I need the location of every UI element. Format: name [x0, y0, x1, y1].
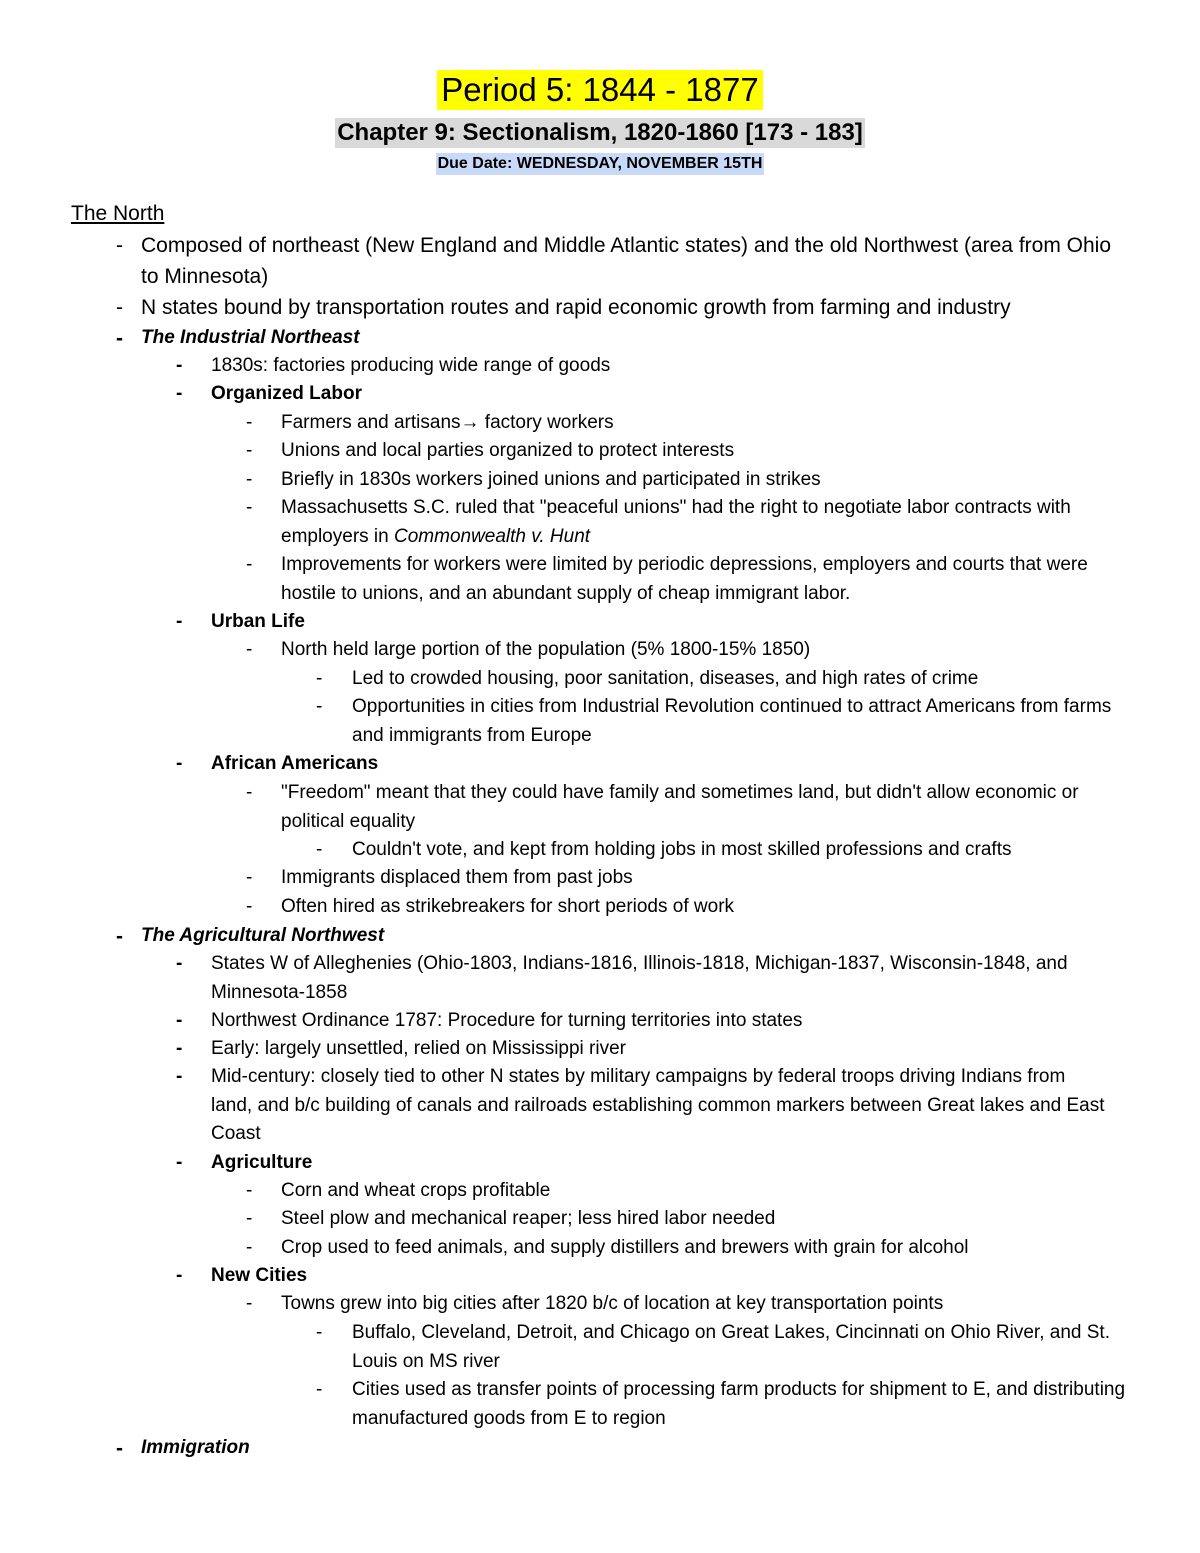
list-item-text: Couldn't vote, and kept from holding jobs in most skilled professions and crafts [352, 839, 1012, 860]
dash-bullet: - [246, 1237, 253, 1258]
dash-bullet: - [176, 953, 183, 974]
list-item-text: Often hired as strikebreakers for short periods of work [281, 896, 735, 917]
list-item-text: Immigrants displaced them from past jobs [281, 867, 633, 888]
dash-bullet: - [176, 1038, 183, 1059]
dash-bullet: - [246, 867, 253, 888]
dash-bullet: - [246, 554, 253, 575]
list-item-text: Northwest Ordinance 1787: Procedure for turning territories into states [211, 1010, 803, 1031]
list-item-text: N states bound by transportation routes and rapid economic growth from farming and industry [141, 296, 1011, 319]
dash-bullet: - [246, 497, 253, 518]
dash-bullet: - [176, 753, 183, 774]
dash-bullet: - [116, 327, 123, 350]
list-item-text: Mid-century: closely tied to other N states by military campaigns by federal troops driving Indians from land, and b/c building of canals and railroads establishing common markers between Great lakes and East Coast [211, 1066, 1105, 1144]
dash-bullet: - [246, 469, 253, 490]
dash-bullet: - [176, 1066, 183, 1087]
dash-bullet: - [176, 1265, 183, 1286]
dash-bullet: - [316, 696, 323, 717]
dash-bullet: - [316, 1379, 323, 1400]
list-item-text: Corn and wheat crops profitable [281, 1180, 551, 1201]
dash-bullet: - [316, 839, 323, 860]
list-item-text: North held large portion of the population (5% 1800-15% 1850) [281, 639, 811, 660]
list-item-text: Cities used as transfer points of processing farm products for shipment to E, and distributing manufactured goods from E to region [352, 1379, 1126, 1429]
dash-bullet: - [246, 1293, 253, 1314]
dash-bullet: - [116, 296, 123, 319]
dash-bullet: - [246, 639, 253, 660]
subsection-heading: The Industrial Northeast [141, 327, 360, 348]
list-item-text: Led to crowded housing, poor sanitation, diseases, and high rates of crime [352, 668, 979, 689]
dash-bullet: - [246, 412, 253, 433]
dash-bullet: - [316, 1322, 323, 1343]
topic-heading: Urban Life [211, 611, 305, 632]
topic-heading: African Americans [211, 753, 379, 774]
topic-heading: Agriculture [211, 1152, 313, 1173]
list-item-text [281, 494, 1121, 551]
dash-bullet: - [116, 234, 123, 257]
dash-bullet: - [176, 1010, 183, 1031]
list-item-text: Unions and local parties organized to protect interests [281, 440, 735, 461]
list-item-text: Improvements for workers were limited by periodic depressions, employers and courts that were hostile to unions, and an abundant supply of cheap immigrant labor. [281, 554, 1088, 604]
subsection-heading: The Agricultural Northwest [141, 925, 385, 946]
list-item-text: 1830s: factories producing wide range of goods [211, 355, 611, 376]
dash-bullet: - [246, 782, 253, 803]
dash-bullet: - [246, 896, 253, 917]
dash-bullet: - [176, 1152, 183, 1173]
dash-bullet: - [176, 611, 183, 632]
list-item-text: "Freedom" meant that they could have family and sometimes land, but didn't allow economic or political equality [281, 782, 1079, 832]
topic-heading: Organized Labor [211, 383, 362, 404]
list-item-text: Briefly in 1830s workers joined unions and participated in strikes [281, 469, 821, 490]
ruling-text: Massachusetts S.C. ruled that "peaceful unions" had the right to negotiate labor contracts with employers in [281, 497, 1071, 547]
dash-bullet: - [176, 383, 183, 404]
due-date: Due Date: WEDNESDAY, NOVEMBER 15TH [436, 153, 765, 175]
title-block [0, 70, 1200, 110]
case-name: Commonwealth v. Hunt [394, 525, 591, 547]
dash-bullet: - [116, 925, 123, 948]
chapter-subtitle: Chapter 9: Sectionalism, 1820-1860 [173 - 183] [337, 119, 863, 146]
dash-bullet: - [116, 1437, 123, 1460]
list-item-text: Steel plow and mechanical reaper; less hired labor needed [281, 1208, 776, 1229]
list-item-text: Towns grew into big cities after 1820 b/c of location at key transportation points [281, 1293, 944, 1314]
subsection-heading: Immigration [141, 1437, 250, 1458]
list-item-text: Opportunities in cities from Industrial Revolution continued to attract Americans from farms and immigrants from Europe [352, 696, 1112, 746]
section-heading: The North [71, 202, 165, 225]
chapter-block [0, 118, 1200, 148]
dash-bullet: - [246, 1208, 253, 1229]
list-item-text: Farmers and artisans→ factory workers [281, 412, 614, 433]
dash-bullet: - [176, 355, 183, 376]
page-title: Period 5: 1844 - 1877 [437, 70, 762, 110]
dash-bullet: - [246, 440, 253, 461]
list-item-text: States W of Alleghenies (Ohio-1803, Indians-1816, Illinois-1818, Michigan-1837, Wisconsin-1848, and Minnesota-1858 [211, 953, 1068, 1003]
list-item-text: Buffalo, Cleveland, Detroit, and Chicago on Great Lakes, Cincinnati on Ohio River, and St. Louis on MS river [352, 1322, 1110, 1372]
list-item-text: Crop used to feed animals, and supply distillers and brewers with grain for alcohol [281, 1237, 969, 1258]
list-item-text: Early: largely unsettled, relied on Mississippi river [211, 1038, 626, 1059]
due-date-block [0, 153, 1200, 175]
dash-bullet: - [316, 668, 323, 689]
dash-bullet: - [246, 1180, 253, 1201]
topic-heading: New Cities [211, 1265, 308, 1286]
list-item-text: Composed of northeast (New England and Middle Atlantic states) and the old Northwest (area from Ohio to Minnesota) [141, 234, 1112, 288]
